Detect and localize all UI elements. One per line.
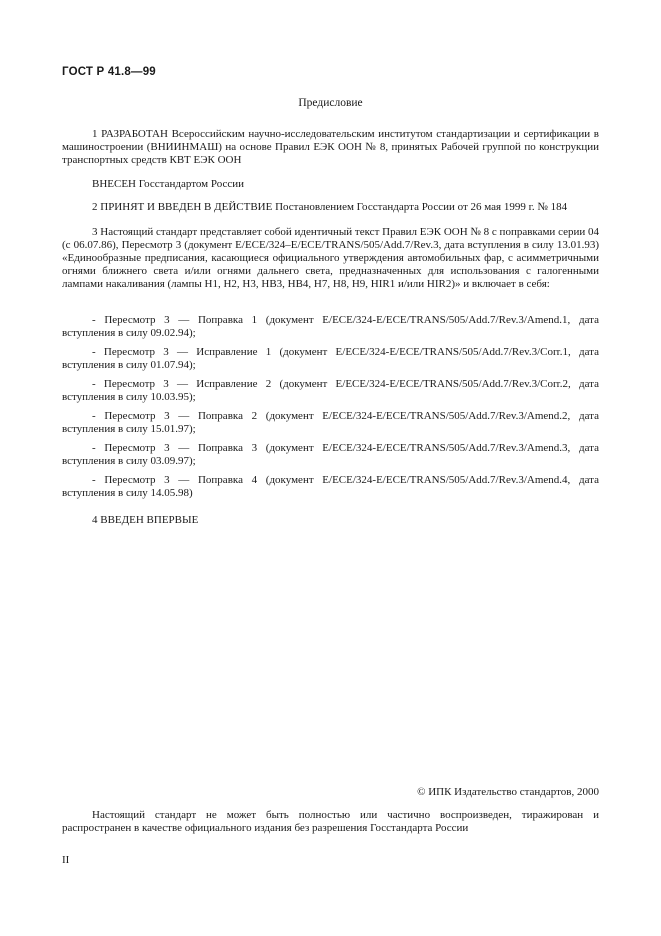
list-item: - Пересмотр 3 — Поправка 4 (документ E/ECE/324-E/ECE/TRANS/505/Add.7/Rev.3/Amend.4, дата вступления в силу 14.05.98)	[62, 474, 599, 499]
list-item: - Пересмотр 3 — Поправка 1 (документ E/ECE/324-E/ECE/TRANS/505/Add.7/Rev.3/Amend.1, дата вступления в силу 09.02.94);	[62, 314, 599, 339]
amendments-list	[62, 314, 599, 500]
list-item: - Пересмотр 3 — Поправка 2 (документ E/ECE/324-E/ECE/TRANS/505/Add.7/Rev.3/Amend.2, дата вступления в силу 15.01.97);	[62, 410, 599, 435]
paragraph-first-introduced: 4 ВВЕДЕН ВПЕРВЫЕ	[92, 514, 199, 526]
paragraph-developed-by: 1 РАЗРАБОТАН Всероссийским научно-исследовательским институтом стандартизации и сертификации в машиностроении (ВНИИНМАШ) на основе Правил ЕЭК ООН № 8, принятых Рабочей группой по конструкции транспортных средств КВТ ЕЭК ООН	[62, 128, 599, 166]
list-item: - Пересмотр 3 — Исправление 2 (документ E/ECE/324-E/ECE/TRANS/505/Add.7/Rev.3/Corr.2, дата вступления в силу 10.03.95);	[62, 378, 599, 403]
document-code: ГОСТ Р 41.8—99	[62, 66, 156, 78]
reproduction-notice: Настоящий стандарт не может быть полностью или частично воспроизведен, тиражирован и распространен в качестве официального издания без разрешения Госстандарта России	[62, 809, 599, 834]
paragraph-identical-text: 3 Настоящий стандарт представляет собой идентичный текст Правил ЕЭК ООН № 8 с поправками серии 04 (с 06.07.86), Пересмотр 3 (документ E/ECE/324–E/ECE/TRANS/505/Add.7/Rev.3, дата вступления в силу 13.01.93) «Единообразные предписания, касающиеся официального утверждения автомобильных фар, с асимметричными огнями ближнего света и/или огнями дальнего света, предназначенных для использования с галогенными лампами накаливания (лампы H1, H2, H3, HB3, HB4, H7, H8, H9, HIR1 и/или HIR2)» и включает в себя:	[62, 226, 599, 290]
section-heading: Предисловие	[298, 97, 363, 109]
page-number: II	[62, 854, 70, 866]
list-item: - Пересмотр 3 — Поправка 3 (документ E/ECE/324-E/ECE/TRANS/505/Add.7/Rev.3/Amend.3, дата вступления в силу 03.09.97);	[62, 442, 599, 467]
paragraph-submitted-by: ВНЕСЕН Госстандартом России	[92, 178, 245, 190]
paragraph-adopted: 2 ПРИНЯТ И ВВЕДЕН В ДЕЙСТВИЕ Постановлением Госстандарта России от 26 мая 1999 г. № 184	[92, 201, 568, 213]
preface-body	[62, 128, 599, 527]
copyright-notice: © ИПК Издательство стандартов, 2000	[417, 786, 599, 798]
list-item: - Пересмотр 3 — Исправление 1 (документ E/ECE/324-E/ECE/TRANS/505/Add.7/Rev.3/Corr.1, дата вступления в силу 01.07.94);	[62, 346, 599, 371]
